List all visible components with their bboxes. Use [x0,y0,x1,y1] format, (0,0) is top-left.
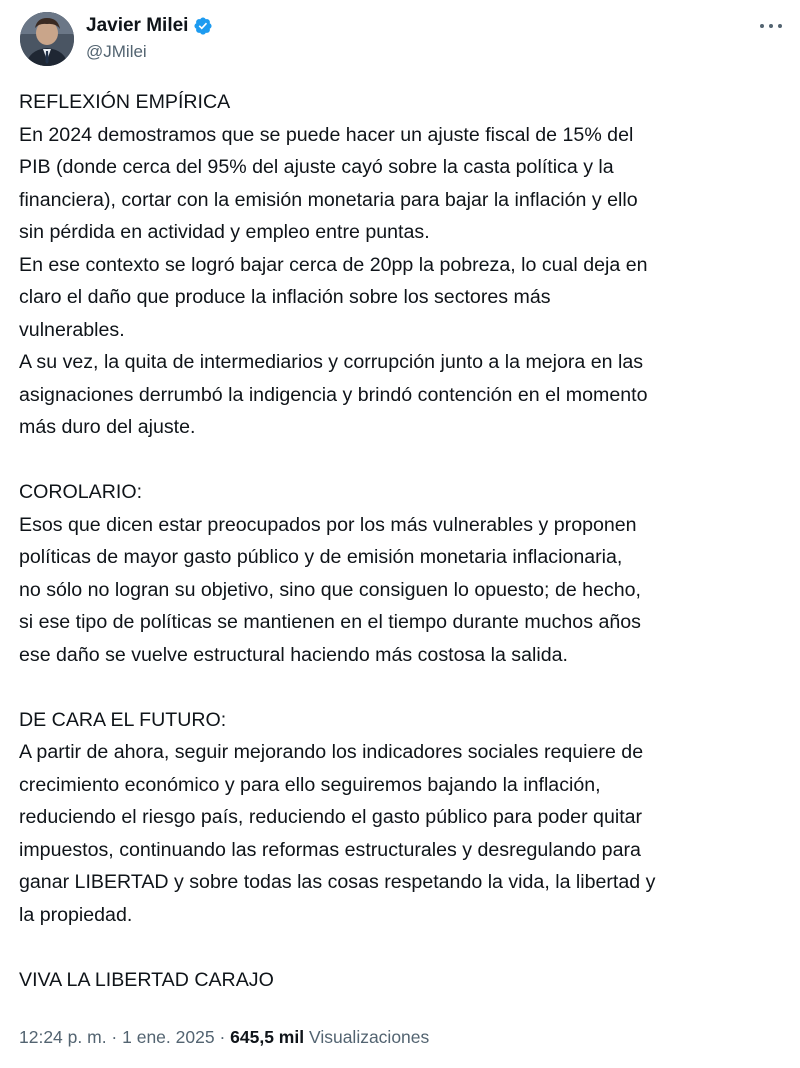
text-line: En 2024 demostramos que se puede hacer un ajuste fiscal de 15% del [19,123,634,146]
text-line: no sólo no logran su objetivo, sino que consiguen lo opuesto; de hecho, [19,578,642,601]
text-line: ganar LIBERTAD y sobre todas las cosas respetando la vida, la libertad y [19,871,656,893]
meta-separator: · [106,1027,123,1047]
author-handle[interactable]: @JMilei [86,42,147,61]
text-line: reduciendo el riesgo país, reduciendo el gasto público para poder quitar [19,806,643,828]
text-line: COROLARIO: [19,481,143,503]
more-dot [760,24,764,28]
blank-line [19,931,794,964]
text-line: más duro del ajuste. [19,416,196,438]
author-name-row [86,14,213,38]
meta-separator: · [214,1027,231,1047]
tweet-date[interactable]: 1 ene. 2025 [122,1027,215,1047]
text-line: Esos que dicen estar preocupados por los más vulnerables y proponen [19,513,637,536]
avatar[interactable] [20,12,74,66]
text-line: ese daño se vuelve estructural haciendo más costosa la salida. [19,643,568,666]
more-options-icon[interactable] [760,20,782,32]
more-dot [769,24,773,28]
text-line: A partir de ahora, seguir mejorando los indicadores sociales requiere de [19,741,644,763]
text-line: VIVA LA LIBERTAD CARAJO [19,968,274,991]
text-line: crecimiento económico y para ello seguiremos bajando la inflación, [19,773,601,796]
verified-badge-icon[interactable] [193,16,213,36]
text-line: DE CARA EL FUTURO: [19,708,227,731]
blank-line [19,671,794,704]
text-line: PIB (donde cerca del 95% del ajuste cayó sobre la casta política y la [19,156,614,178]
views-count: 645,5 mil [230,1027,305,1047]
blank-line [19,444,794,477]
text-line: financiera), cortar con la emisión monetaria para bajar la inflación y ello [19,188,638,211]
views-label: Visualizaciones [308,1027,430,1047]
tweet-header [18,12,788,68]
text-line: asignaciones derrumbó la indigencia y brindó contención en el momento [19,383,648,406]
text-line: A su vez, la quita de intermediarios y corrupción junto a la mejora en las [19,351,644,373]
tweet-time[interactable]: 12:24 p. m. [19,1027,107,1047]
more-dot [778,24,782,28]
text-line: REFLEXIÓN EMPÍRICA [19,91,231,113]
tweet-meta [19,1024,429,1050]
text-line: si ese tipo de políticas se mantienen en el tiempo durante muchos años [19,611,641,633]
text-line: En ese contexto se logró bajar cerca de 20pp la pobreza, lo cual deja en [19,253,648,276]
author-info [86,14,213,64]
text-line: sin pérdida en actividad y empleo entre puntas. [19,221,430,243]
author-name[interactable]: Javier Milei [86,15,189,36]
text-line: la propiedad. [19,903,133,926]
text-line: políticas de mayor gasto público y de emisión monetaria inflacionaria, [19,546,623,568]
tweet-text [19,86,794,996]
text-line: impuestos, continuando las reformas estructurales y desregulando para [19,838,641,861]
text-line: vulnerables. [19,318,125,341]
text-line: claro el daño que produce la inflación sobre los sectores más [19,286,551,308]
